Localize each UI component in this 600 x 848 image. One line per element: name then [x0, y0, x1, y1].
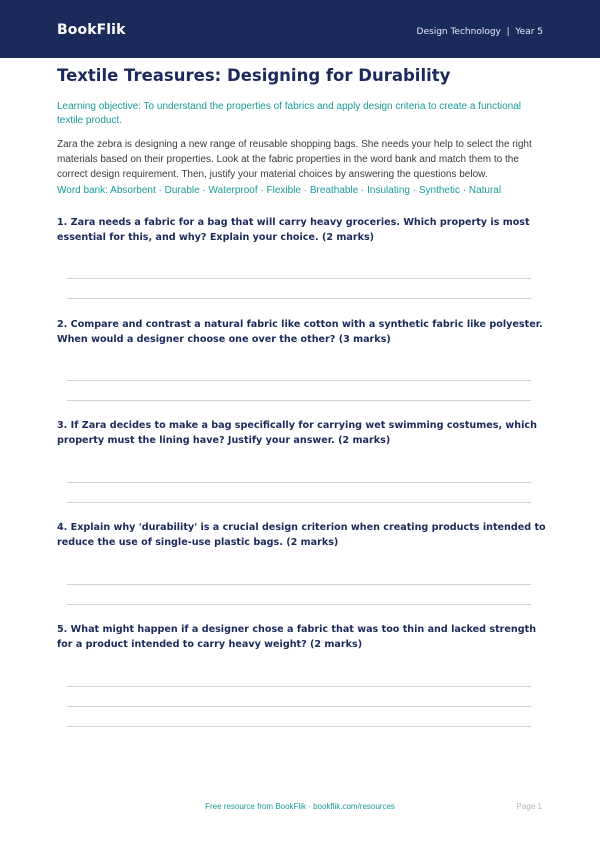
answer-line[interactable] [67, 298, 531, 299]
answer-line[interactable] [67, 706, 531, 707]
answer-line[interactable] [67, 584, 531, 585]
answer-line[interactable] [67, 380, 531, 381]
question-1: 1. Zara needs a fabric for a bag that will carry heavy groceries. Which property is most essential for this, and why? Explain your choice. (2 marks) [57, 217, 530, 243]
page-header [0, 0, 600, 58]
footer-credit[interactable]: Free resource from BookFlik · bookflik.com/resources [205, 802, 395, 811]
learning-objective: Learning objective: To understand the properties of fabrics and apply design criteria to create a functional textile product. [57, 101, 521, 126]
question-5: 5. What might happen if a designer chose a fabric that was too thin and lacked strength for a product intended to carry heavy weight? (2 marks) [57, 624, 537, 650]
word-bank: Word bank: Absorbent · Durable · Waterproof · Flexible · Breathable · Insulating · Synthetic · Natural [57, 185, 502, 196]
answer-line[interactable] [67, 726, 531, 727]
answer-line[interactable] [67, 502, 531, 503]
page-number: Page 1 [516, 802, 542, 811]
brand-logo: BookFlik [57, 22, 126, 38]
intro-paragraph: Zara the zebra is designing a new range of reusable shopping bags. She needs your help to select the right materials based on their properties. Look at the fabric properties in the word bank and match them to the correct design requirement. Then, justify your material choices by answering the questions below. [57, 139, 532, 180]
question-3: 3. If Zara decides to make a bag specifically for carrying wet swimming costumes, which property must the lining have? Justify your answer. (2 marks) [57, 420, 537, 446]
answer-line[interactable] [67, 278, 531, 279]
answer-line[interactable] [67, 400, 531, 401]
answer-line[interactable] [67, 686, 531, 687]
page-title: Textile Treasures: Designing for Durability [57, 66, 451, 85]
answer-line[interactable] [67, 482, 531, 483]
question-2: 2. Compare and contrast a natural fabric like cotton with a synthetic fabric like polyester. When would a designer choose one over the other? (3 marks) [57, 319, 543, 345]
answer-line[interactable] [67, 604, 531, 605]
subject-label: Design Technology | Year 5 [416, 27, 543, 37]
question-4: 4. Explain why 'durability' is a crucial design criterion when creating products intended to reduce the use of single-use plastic bags. (2 marks) [57, 522, 546, 548]
